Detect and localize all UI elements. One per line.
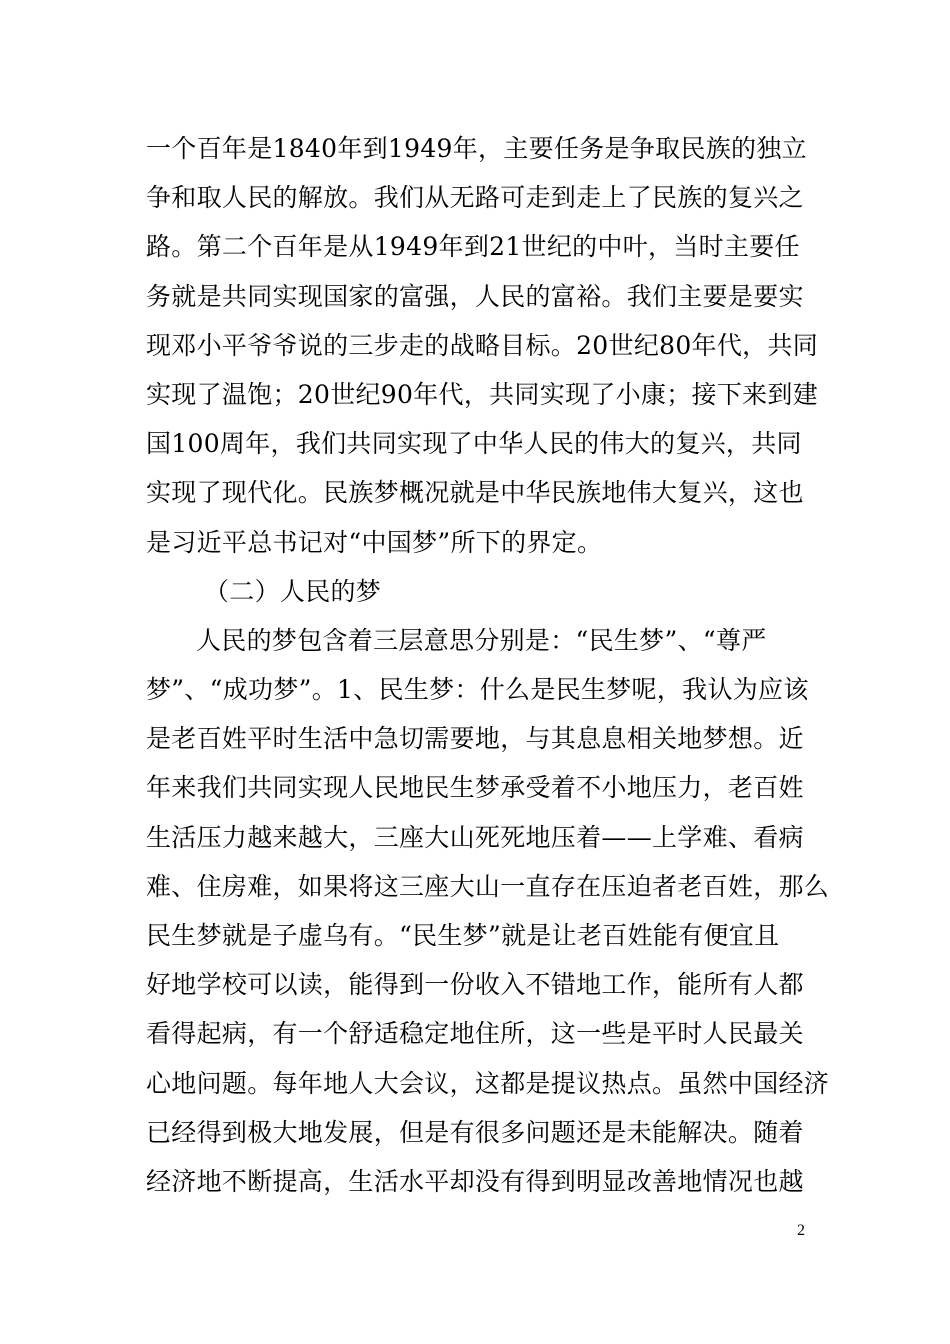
text-line: 现邓小平爷爷说的三步走的战略目标。20世纪80年代，共同 (146, 330, 819, 360)
text-line: 一个百年是1840年到1949年，主要任务是争取民族的独立 (146, 134, 807, 163)
text-line: 国100周年，我们共同实现了中华人民的伟大的复兴，共同 (146, 429, 802, 459)
text-line: 是习近平总书记对“中国梦”所下的界定。 (146, 527, 603, 557)
text-line: 已经得到极大地发展，但是有很多问题还是未能解决。随着 (146, 1117, 804, 1147)
text-line: 看得起病，有一个舒适稳定地住所，这一些是平时人民最关 (146, 1019, 804, 1049)
text-line: 生活压力越来越大，三座大山死死地压着——上学难、看病 (146, 822, 804, 852)
text-line: 是老百姓平时生活中急切需要地，与其息息相关地梦想。近 (146, 724, 804, 754)
text-line: 路。第二个百年是从1949年到21世纪的中叶，当时主要任 (146, 232, 800, 262)
text-line: 好地学校可以读，能得到一份收入不错地工作，能所有人都 (146, 970, 804, 1000)
body-text (146, 124, 830, 1206)
text-line: 民生梦就是子虚乌有。“民生梦”就是让老百姓能有便宜且 (146, 921, 780, 950)
text-line: 实现了温饱；20世纪90年代，共同实现了小康；接下来到建 (146, 379, 819, 409)
text-line: 梦”、“成功梦”。1、民生梦：什么是民生梦呢，我认为应该 (146, 675, 809, 705)
section-heading: （二）人民的梦 (204, 576, 382, 606)
text-line: 实现了现代化。民族梦概况就是中华民族地伟大复兴，这也 (146, 478, 804, 508)
text-line: 经济地不断提高，生活水平却没有得到明显改善地情况也越 (146, 1166, 804, 1196)
text-line: 争和取人民的解放。我们从无路可走到走上了民族的复兴之 (146, 183, 804, 213)
text-line: 务就是共同实现国家的富强，人民的富裕。我们主要是要实 (146, 281, 804, 311)
text-line: 心地问题。每年地人大会议，这都是提议热点。虽然中国经济 (146, 1068, 830, 1098)
text-line: 年来我们共同实现人民地民生梦承受着不小地压力，老百姓 (146, 773, 804, 803)
page-number: 2 (797, 1222, 805, 1239)
text-line: 难、住房难，如果将这三座大山一直存在压迫者老百姓，那么 (146, 871, 830, 901)
paragraph-first-line: 人民的梦包含着三层意思分别是：“民生梦”、“尊严 (196, 625, 767, 655)
